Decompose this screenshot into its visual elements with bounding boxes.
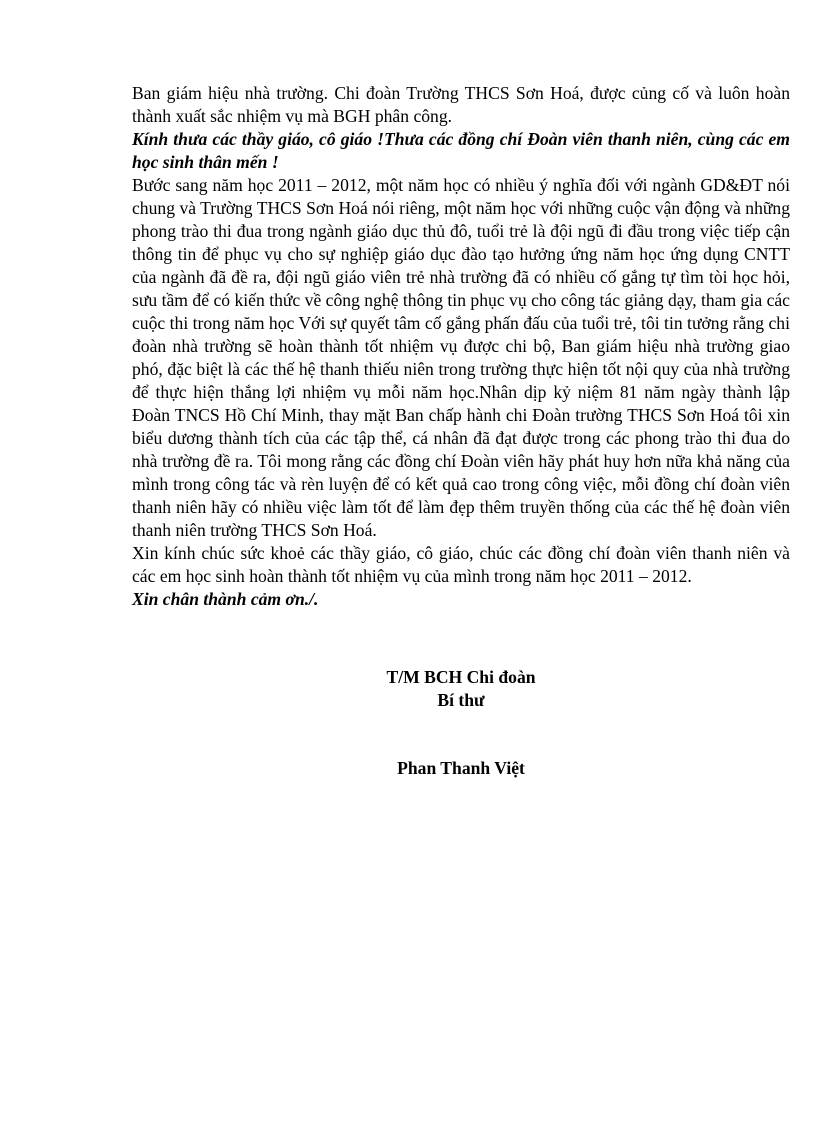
signature-name (132, 757, 790, 780)
document-body (132, 82, 790, 611)
intro-paragraph: Ban giám hiệu nhà trường. Chi đoàn Trường THCS Sơn Hoá, được củng cố và luôn hoàn thành xuất sắc nhiệm vụ mà BGH phân công. (132, 83, 790, 126)
greeting-paragraph: Kính thưa các thầy giáo, cô giáo !Thưa các đồng chí Đoàn viên thanh niên, cùng các em học sinh thân mến ! (132, 129, 790, 172)
main-paragraph: Bước sang năm học 2011 – 2012, một năm học có nhiều ý nghĩa đối với ngành GD&ĐT nói chung và Trường THCS Sơn Hoá nói riêng, một năm học với những cuộc vận động và những phong trào thi đua trong ngành giáo dục thủ đô, tuổi trẻ là đội ngũ đi đầu trong việc tiếp cận thông tin để phục vụ cho sự nghiệp giáo dục đào tạo hưởng ứng năm học ứng dụng CNTT của ngành đã đề ra, đội ngũ giáo viên trẻ nhà trường đã có nhiều cố gắng tự tìm tòi học hỏi, sưu tầm để có kiến thức về công nghệ thông tin phục vụ cho công tác giảng dạy, tham gia các cuộc thi trong năm học Với sự quyết tâm cố gắng phấn đấu của tuổi trẻ, tôi tin tưởng rằng chi đoàn nhà trường sẽ hoàn thành tốt nhiệm vụ được chi bộ, Ban giám hiệu nhà trường giao phó, đặc biệt là các thế hệ thanh thiếu niên trong trường thực hiện tốt nội quy của nhà trường để thực hiện thắng lợi nhiệm vụ mỗi năm học.Nhân dịp kỷ niệm 81 năm ngày thành lập Đoàn TNCS Hồ Chí Minh, thay mặt Ban chấp hành chi Đoàn trường THCS Sơn Hoá tôi xin biểu dương thành tích của các tập thể, cá nhân đã đạt được trong các phong trào thi đua do nhà trường đề ra. Tôi mong rằng các đồng chí Đoàn viên hãy phát huy hơn nữa khả năng của mình trong công tác và rèn luyện để có kết quả cao trong công việc, mỗi đồng chí đoàn viên thanh niên hãy có nhiều việc làm tốt để làm đẹp thêm truyền thống của các thế hệ đoàn viên thanh niên trường THCS Sơn Hoá. (132, 175, 790, 540)
wishes-paragraph: Xin kính chúc sức khoẻ các thầy giáo, cô giáo, chúc các đồng chí đoàn viên thanh niên và các em học sinh hoàn thành tốt nhiệm vụ của mình trong năm học 2011 – 2012. (132, 543, 790, 586)
signature-role-text: Bí thư (437, 690, 485, 710)
signature-role (132, 689, 790, 712)
closing-line: Xin chân thành cảm ơn./. (132, 589, 319, 609)
signature-name-text: Phan Thanh Việt (397, 758, 525, 778)
signature-organization-text: T/M BCH Chi đoàn (386, 667, 536, 687)
signature-organization (132, 666, 790, 689)
